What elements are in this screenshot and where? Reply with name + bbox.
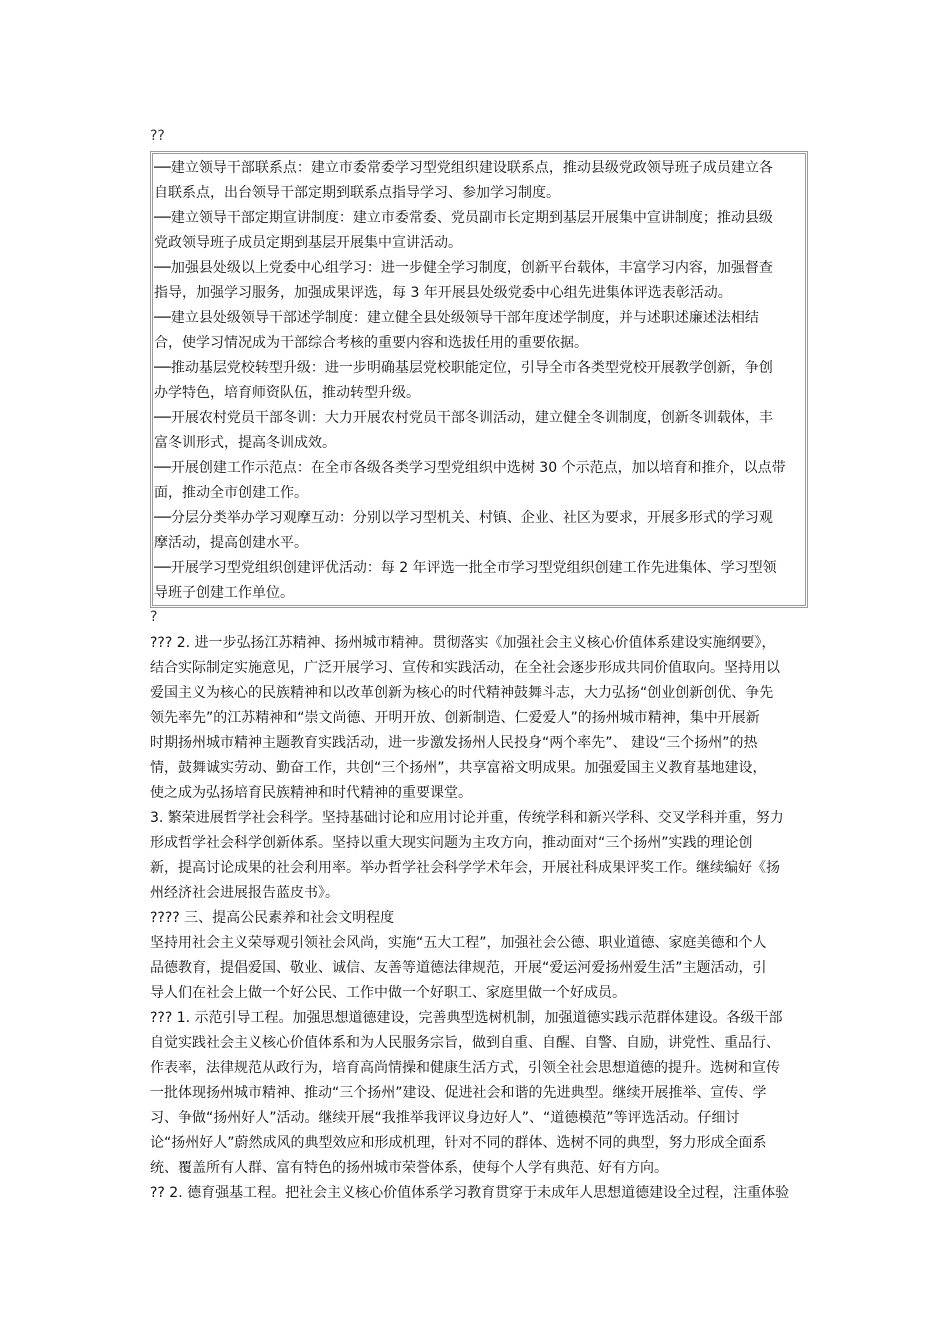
box-lines <box>154 156 804 606</box>
body-text-line: 结合实际制定实施意见，广泛开展学习、宣传和实践活动，在全社会逐步形成共同价值取向。坚持用以 <box>150 660 780 676</box>
box-text-line: ──建立领导干部定期宣讲制度：建立市委常委、党员副市长定期到基层开展集中宣讲制度；推动县级 <box>154 210 773 226</box>
box-text-line: ──开展创建工作示范点：在全市各级各类学习型党组织中选树 30 个示范点，加以培育和推介，以点带 <box>154 460 786 476</box>
body-text-line: 习、争做“扬州好人”活动。继续开展“我推举我评议身边好人”、“道德模范”等评选活动。仔细讨 <box>150 1110 740 1126</box>
box-text-line: 面，推动全市创建工作。 <box>154 485 308 501</box>
body-text-line: 作表率，法律规范从政行为，培育高尚情操和健康生活方式，引领全社会思想道德的提升。选树和宣传 <box>150 1060 780 1076</box>
body-text-line: 论“扬州好人”蔚然成风的典型效应和形成机理，针对不同的群体、选树不同的典型，努力形成全面系 <box>150 1135 767 1151</box>
body-text-line: ??? 1. 示范引导工程。加强思想道德建设，完善典型选树机制，加强道德实践示范群体建设。各级干部 <box>150 1010 783 1026</box>
body-text-line: 领先率先”的江苏精神和“崇文尚德、开明开放、创新制造、仁爱爱人”的扬州城市精神，集中开展新 <box>150 710 760 726</box>
box-text-line: 导班子创建工作单位。 <box>154 585 294 601</box>
body-text-line: ???? 三、提高公民素养和社会文明程度 <box>150 910 395 926</box>
box-text-line: 合，使学习情况成为干部综合考核的重要内容和选拔任用的重要依据。 <box>154 335 588 351</box>
box-text-line: 办学特色，培育师资队伍，推动转型升级。 <box>154 385 420 401</box>
box-text-line: ──开展农村党员干部冬训：大力开展农村党员干部冬训活动，建立健全冬训制度，创新冬训载体，丰 <box>154 410 773 426</box>
box-text-line: 摩活动，提高创建水平。 <box>154 535 308 551</box>
body-text-line: 州经济社会进展报告蓝皮书》。 <box>150 885 339 901</box>
box-text-line: ──开展学习型党组织创建评优活动：每 2 年评选一批全市学习型党组织创建工作先进集体、学习型领 <box>154 560 777 576</box>
body-text-line: 坚持用社会主义荣辱观引领社会风尚，实施“五大工程”，加强社会公德、职业道德、家庭美德和个人 <box>150 935 767 951</box>
body-text-line: 使之成为弘扬培育民族精神和时代精神的重要课堂。 <box>150 785 472 801</box>
body-text-line: 形成哲学社会科学创新体系。坚持以重大现实问题为主攻方向，推动面对“三个扬州”实践的理论创 <box>150 835 753 851</box>
body-text <box>150 631 804 1206</box>
box-text-line: 富冬训形式，提高冬训成效。 <box>154 435 336 451</box>
box-text-line: 自联系点，出台领导干部定期到联系点指导学习、参加学习制度。 <box>154 185 560 201</box>
body-text-line: 情，鼓舞诚实劳动、勤奋工作，共创“三个扬州”，共享富裕文明成果。加强爱国主义教育基地建设， <box>150 760 767 776</box>
box-text-line: ──建立领导干部联系点：建立市委常委学习型党组织建设联系点，推动县级党政领导班子成员建立各 <box>154 160 773 176</box>
box-text-line: ──加强县处级以上党委中心组学习：进一步健全学习制度，创新平台载体，丰富学习内容，加强督查 <box>154 260 773 276</box>
body-text-line: 导人们在社会上做一个好公民、工作中做一个好职工、家庭里做一个好成员。 <box>150 985 626 1001</box>
box-text-line: ──分层分类举办学习观摩互动：分别以学习型机关、村镇、企业、社区为要求，开展多形式的学习观 <box>154 510 773 526</box>
body-text-line: ?? 2. 德育强基工程。把社会主义核心价值体系学习教育贯穿于未成年人思想道德建设全过程，注重体验 <box>150 1185 790 1201</box>
body-text-line: 新，提高讨论成果的社会利用率。举办哲学社会科学学术年会，开展社科成果评奖工作。继续编好《扬 <box>150 860 780 876</box>
body-text-line: ??? 2. 进一步弘扬江苏精神、扬州城市精神。贯彻落实《加强社会主义核心价值体系建设实施纲要》， <box>150 635 776 651</box>
body-text-line: 统、覆盖所有人群、富有特色的扬州城市荣誉体系，使每个人学有典范、好有方向。 <box>150 1160 668 1176</box>
body-text-line: 3. 繁荣进展哲学社会科学。坚持基础讨论和应用讨论并重，传统学科和新兴学科、交叉学科并重，努力 <box>150 810 784 826</box>
box-text-line: ──推动基层党校转型升级：进一步明确基层党校职能定位，引导全市各类型党校开展教学创新，争创 <box>154 360 773 376</box>
body-text-line: 爱国主义为核心的民族精神和以改革创新为核心的时代精神鼓舞斗志，大力弘扬“创业创新创优、争先 <box>150 685 774 701</box>
box-text-line: 指导，加强学习服务，加强成果评选，每 3 年开展县处级党委中心组先进集体评选表彰活动。 <box>154 285 732 301</box>
box-text-line: 党政领导班子成员定期到基层开展集中宣讲活动。 <box>154 235 462 251</box>
body-text-line: 一批体现扬州城市精神、推动“三个扬州”建设、促进社会和谐的先进典型。继续开展推举、宣传、学 <box>150 1085 767 1101</box>
bordered-measures-box <box>150 151 808 608</box>
top-marker: ?? <box>150 128 165 144</box>
after-box-marker: ? <box>150 609 158 625</box>
body-text-line: 时期扬州城市精神主题教育实践活动，进一步激发扬州人民投身“两个率先”、 建设“三个扬州”的热 <box>150 735 758 751</box>
box-text-line: ──建立县处级领导干部述学制度：建立健全县处级领导干部年度述学制度，并与述职述廉述法相结 <box>154 310 759 326</box>
body-text-line: 自觉实践社会主义核心价值体系和为人民服务宗旨，做到自重、自醒、自警、自励，讲党性、重品行、 <box>150 1035 780 1051</box>
body-text-line: 品德教育，提倡爱国、敬业、诚信、友善等道德法律规范，开展“爱运河爱扬州爱生活”主题活动，引 <box>150 960 767 976</box>
